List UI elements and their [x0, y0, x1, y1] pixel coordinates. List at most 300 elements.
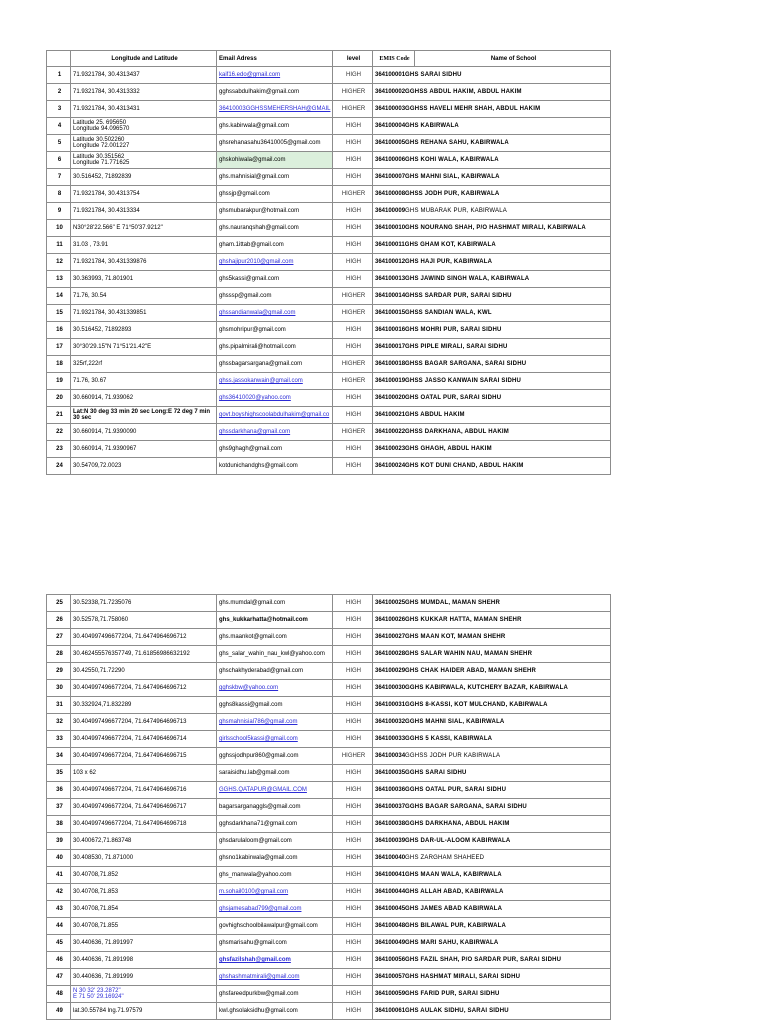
level-cell: HIGH	[333, 731, 373, 748]
emis-and-name-cell	[373, 697, 611, 714]
row-number: 29	[47, 663, 71, 680]
emis-code: 364100057	[375, 974, 406, 980]
school-name: GGHS 8-KASSI, KOT MULCHAND, KABIRWALA	[405, 702, 548, 708]
emis-and-name-cell	[373, 271, 611, 288]
email-cell: ghs.pipalmirali@hotmail.com	[217, 339, 333, 356]
emis-code: 364100013	[375, 276, 406, 282]
table-row	[47, 680, 611, 697]
email-cell[interactable]: ghsmahnisial786@gmail.com	[217, 714, 333, 731]
level-cell: HIGH	[333, 135, 373, 152]
email-cell: ghssbagarsargana@gmail.com	[217, 356, 333, 373]
coordinates-cell: Latitude 25. 695650 Longitude 94.096570	[71, 118, 217, 135]
row-number: 23	[47, 441, 71, 458]
email-cell: ghs_manwala@yahoo.com	[217, 867, 333, 884]
row-number: 37	[47, 799, 71, 816]
level-cell: HIGHER	[333, 288, 373, 305]
school-name: GHSS JASSO KANWAIN SARAI SIDHU	[405, 378, 522, 384]
table-row	[47, 407, 611, 424]
school-name: GHS HASHMAT MIRALI, SARAI SIDHU	[405, 974, 521, 980]
email-cell[interactable]: govt.boyshighscoolabdulhakim@gmail.co	[217, 407, 333, 424]
emis-and-name-cell	[373, 458, 611, 475]
level-cell: HIGH	[333, 646, 373, 663]
row-number: 32	[47, 714, 71, 731]
email-cell: ghskohiwala@gmail.com	[217, 152, 333, 169]
coordinates-cell: 71.9321784, 30.4313431	[71, 101, 217, 118]
table-row	[47, 1003, 611, 1020]
email-cell: kwl.ghsolaksidhu@gmail.com	[217, 1003, 333, 1020]
table-row	[47, 782, 611, 799]
coordinates-cell: 30.408530, 71.871000	[71, 850, 217, 867]
coordinates-cell: 30.516452, 71892839	[71, 169, 217, 186]
row-number: 34	[47, 748, 71, 765]
school-name: GGHS OATAL PUR, SARAI SIDHU	[405, 787, 507, 793]
level-cell: HIGH	[333, 901, 373, 918]
emis-code: 364100005	[375, 140, 406, 146]
row-number: 36	[47, 782, 71, 799]
email-cell: ghsssp@gmail.com	[217, 288, 333, 305]
emis-and-name-cell	[373, 952, 611, 969]
emis-code: 364100028	[375, 651, 406, 657]
school-name: GHS REHANA SAHU, KABIRWALA	[405, 140, 509, 146]
emis-and-name-cell	[373, 663, 611, 680]
coordinates-cell: 30.404997496677204, 71.6474964696714	[71, 731, 217, 748]
table-row	[47, 765, 611, 782]
table-row	[47, 646, 611, 663]
table-row	[47, 169, 611, 186]
coordinates-cell: Latitude 30.502260 Longitude 72.001227	[71, 135, 217, 152]
level-cell: HIGH	[333, 918, 373, 935]
coordinates-cell: 30.404997496677204, 71.6474964696713	[71, 714, 217, 731]
row-number: 2	[47, 84, 71, 101]
coordinates-cell: 30.660914, 71.939062	[71, 390, 217, 407]
table-row	[47, 595, 611, 612]
coordinates-cell: N 30 32' 23.2872" E 71 50' 29.16924"	[71, 986, 217, 1003]
email-cell: ghs.nauranqshah@gmail.com	[217, 220, 333, 237]
emis-code: 364100045	[375, 906, 406, 912]
email-cell[interactable]: m.sohail0100@gmail.com	[217, 884, 333, 901]
email-cell: bagarsarganaggls@gmail.com	[217, 799, 333, 816]
table-row	[47, 203, 611, 220]
level-cell: HIGHER	[333, 84, 373, 101]
table-row	[47, 816, 611, 833]
emis-and-name-cell	[373, 612, 611, 629]
level-cell: HIGH	[333, 152, 373, 169]
email-cell: govhighschoolbilawalpur@gmail.com	[217, 918, 333, 935]
row-number: 24	[47, 458, 71, 475]
table-row	[47, 305, 611, 322]
email-cell: gham.1ittab@gmail.com	[217, 237, 333, 254]
emis-and-name-cell	[373, 203, 611, 220]
row-number: 40	[47, 850, 71, 867]
emis-and-name-cell	[373, 850, 611, 867]
emis-code: 364100015	[375, 310, 406, 316]
emis-and-name-cell	[373, 646, 611, 663]
coordinates-cell: 30.516452, 71892893	[71, 322, 217, 339]
level-cell: HIGH	[333, 390, 373, 407]
row-number: 8	[47, 186, 71, 203]
row-number: 3	[47, 101, 71, 118]
school-name: GGHS DARKHANA, ABDUL HAKIM	[405, 821, 510, 827]
emis-and-name-cell	[373, 237, 611, 254]
coordinates-cell: 30.52338,71.7235076	[71, 595, 217, 612]
emis-code: 364100016	[375, 327, 406, 333]
level-cell: HIGHER	[333, 101, 373, 118]
row-number: 42	[47, 884, 71, 901]
header-level: level	[333, 51, 373, 67]
emis-and-name-cell	[373, 867, 611, 884]
coordinates-cell: 30.40708,71.854	[71, 901, 217, 918]
row-number: 30	[47, 680, 71, 697]
level-cell: HIGH	[333, 765, 373, 782]
table-row	[47, 356, 611, 373]
coordinates-cell: 325rf,222rf	[71, 356, 217, 373]
school-name: GHS MOHRI PUR, SARAI SIDHU	[405, 327, 502, 333]
email-cell: ghssjp@gmail.com	[217, 186, 333, 203]
emis-code: 364100048	[375, 923, 406, 929]
level-cell: HIGH	[333, 271, 373, 288]
level-cell: HIGH	[333, 237, 373, 254]
school-name: GHS JAWIND SINGH WALA, KABIRWALA	[405, 276, 530, 282]
email-cell[interactable]: ghsfazilshah@gmail.com	[217, 952, 333, 969]
table-row	[47, 748, 611, 765]
row-number: 39	[47, 833, 71, 850]
coordinates-cell: 30.404997496677204, 71.6474964696717	[71, 799, 217, 816]
table-row	[47, 237, 611, 254]
level-cell: HIGH	[333, 884, 373, 901]
coordinates-cell: 30.40708,71.853	[71, 884, 217, 901]
level-cell: HIGH	[333, 322, 373, 339]
school-name: GHS KOT DUNI CHAND, ABDUL HAKIM	[405, 463, 524, 469]
emis-and-name-cell	[373, 424, 611, 441]
school-name: GGHS BAGAR SARGANA, SARAI SIDHU	[405, 804, 527, 810]
row-number: 44	[47, 918, 71, 935]
coordinates-cell: 71.9321784, 30.431339851	[71, 305, 217, 322]
coordinates-cell: 71.9321784, 30.4313437	[71, 67, 217, 84]
school-name: GHS KUKKAR HATTA, MAMAN SHEHR	[405, 617, 522, 623]
level-cell: HIGHER	[333, 373, 373, 390]
table-row	[47, 833, 611, 850]
emis-and-name-cell	[373, 390, 611, 407]
email-cell[interactable]: ghssandianwala@gmail.com	[217, 305, 333, 322]
emis-and-name-cell	[373, 135, 611, 152]
email-cell[interactable]: 36410003GGHSSMEHERSHAH@GMAIL	[217, 101, 333, 118]
school-name: GHS JAMES ABAD KABIRWALA	[405, 906, 503, 912]
school-name: GHS SARAI SIDHU	[405, 72, 462, 78]
coordinates-cell: 30.42550,71.72290	[71, 663, 217, 680]
row-number: 35	[47, 765, 71, 782]
email-cell: ghs5kassi@gmail.com	[217, 271, 333, 288]
level-cell: HIGH	[333, 441, 373, 458]
emis-code: 364100025	[375, 600, 406, 606]
email-cell: kotdunichandghs@gmail.com	[217, 458, 333, 475]
school-name: GGHS KABIRWALA, KUTCHERY BAZAR, KABIRWALA	[405, 685, 569, 691]
table-row	[47, 918, 611, 935]
emis-and-name-cell	[373, 441, 611, 458]
emis-and-name-cell	[373, 407, 611, 424]
school-name: GHS DAR-UL-ALOOM KABIRWALA	[405, 838, 511, 844]
emis-and-name-cell	[373, 765, 611, 782]
emis-code: 364100039	[375, 838, 406, 844]
emis-code: 364100026	[375, 617, 406, 623]
level-cell: HIGH	[333, 663, 373, 680]
coordinates-cell: 30.404997496677204, 71.6474964696718	[71, 816, 217, 833]
table-row	[47, 663, 611, 680]
level-cell: HIGH	[333, 458, 373, 475]
email-cell[interactable]: gghskbw@yahoo.com	[217, 680, 333, 697]
email-cell: ghs.mumdal@gmail.com	[217, 595, 333, 612]
level-cell: HIGH	[333, 254, 373, 271]
school-name: GHS GHAGH, ABDUL HAKIM	[405, 446, 492, 452]
email-cell: ghsmohripur@gmail.com	[217, 322, 333, 339]
coordinates-cell: 71.9321784, 30.4313334	[71, 203, 217, 220]
row-number: 49	[47, 1003, 71, 1020]
email-cell: ghsno1kabirwala@gmail.com	[217, 850, 333, 867]
emis-code: 364100031	[375, 702, 406, 708]
school-name: GHS MUMDAL, MAMAN SHEHR	[405, 600, 500, 606]
row-number: 48	[47, 986, 71, 1003]
emis-code: 364100030	[375, 685, 406, 691]
level-cell: HIGHER	[333, 356, 373, 373]
row-number: 47	[47, 969, 71, 986]
email-cell[interactable]: ghsjamesabad799@gmail.com	[217, 901, 333, 918]
emis-code: 364100038	[375, 821, 406, 827]
emis-code: 364100018	[375, 361, 406, 367]
emis-and-name-cell	[373, 595, 611, 612]
emis-and-name-cell	[373, 84, 611, 101]
row-number: 21	[47, 407, 71, 424]
school-name: GHS MAAN WALA, KABIRWALA	[405, 872, 502, 878]
coordinates-cell: 30.363993, 71.801901	[71, 271, 217, 288]
email-cell: ghsdarulaloom@gmail.com	[217, 833, 333, 850]
school-table-part-2	[46, 594, 611, 1020]
level-cell: HIGH	[333, 220, 373, 237]
emis-and-name-cell	[373, 1003, 611, 1020]
emis-code: 364100040	[375, 855, 406, 861]
level-cell: HIGH	[333, 680, 373, 697]
row-number: 18	[47, 356, 71, 373]
email-cell[interactable]: ghshashmatmirali@gmail.com	[217, 969, 333, 986]
level-cell: HIGH	[333, 850, 373, 867]
header-row	[47, 51, 611, 67]
email-cell: gghssjodhpur860@gmail.com	[217, 748, 333, 765]
table-row	[47, 101, 611, 118]
emis-and-name-cell	[373, 288, 611, 305]
emis-and-name-cell	[373, 67, 611, 84]
level-cell: HIGH	[333, 782, 373, 799]
level-cell: HIGH	[333, 952, 373, 969]
level-cell: HIGH	[333, 1003, 373, 1020]
school-name: GHS KABIRWALA	[405, 123, 459, 129]
row-number: 4	[47, 118, 71, 135]
table-row	[47, 986, 611, 1003]
emis-code: 364100024	[375, 463, 406, 469]
coordinates-cell: 30.52578,71.758060	[71, 612, 217, 629]
table-row	[47, 254, 611, 271]
email-cell[interactable]: girlsschool5kassi@gmail.com	[217, 731, 333, 748]
email-cell: ghsmubarakpur@hotmail.com	[217, 203, 333, 220]
email-cell: ghs_salar_wahin_nau_kwl@yahoo.com	[217, 646, 333, 663]
email-cell: saraisidhu.lab@gmail.com	[217, 765, 333, 782]
row-number: 9	[47, 203, 71, 220]
row-number: 17	[47, 339, 71, 356]
coordinates-cell: 30.404997496677204, 71.6474964696716	[71, 782, 217, 799]
row-number: 11	[47, 237, 71, 254]
row-number: 22	[47, 424, 71, 441]
table-row	[47, 612, 611, 629]
level-cell: HIGHER	[333, 305, 373, 322]
email-cell[interactable]: ghs36410020@yahoo.com	[217, 390, 333, 407]
level-cell: HIGH	[333, 67, 373, 84]
email-cell: ghs.mahnisial@gmail.com	[217, 169, 333, 186]
level-cell: HIGH	[333, 203, 373, 220]
email-cell[interactable]: ghss.jassokanwain@gmail.com	[217, 373, 333, 390]
school-name: GHS MARI SAHU, KABIRWALA	[405, 940, 499, 946]
table-row	[47, 629, 611, 646]
level-cell: HIGH	[333, 339, 373, 356]
coordinates-cell: 30.404997496677204, 71.6474964696712	[71, 629, 217, 646]
school-name: GHS ZARGHAM SHAHEED	[405, 855, 485, 861]
emis-code: 364100029	[375, 668, 406, 674]
coordinates-cell: N30°28'22.566" E 71°50'37.9212"	[71, 220, 217, 237]
table-row	[47, 884, 611, 901]
emis-and-name-cell	[373, 918, 611, 935]
row-number: 19	[47, 373, 71, 390]
coordinates-cell: 71.76, 30.54	[71, 288, 217, 305]
emis-code: 364100023	[375, 446, 406, 452]
level-cell: HIGH	[333, 595, 373, 612]
coordinates-cell: 30.54709,72.0023	[71, 458, 217, 475]
school-name: GHSS JODH PUR, KABIRWALA	[405, 191, 500, 197]
school-name: GHSS SANDIAN WALA, KWL	[405, 310, 492, 316]
table-row	[47, 424, 611, 441]
table-row	[47, 84, 611, 101]
school-name: GHS BILAWAL PUR, KABIRWALA	[405, 923, 507, 929]
emis-code: 364100001	[375, 72, 406, 78]
email-cell: ghs.maankot@gmail.com	[217, 629, 333, 646]
school-name: GHSS BAGAR SARGANA, SARAI SIDHU	[405, 361, 527, 367]
school-table-part-1	[46, 50, 611, 475]
table-row	[47, 186, 611, 203]
row-number: 20	[47, 390, 71, 407]
emis-code: 364100061	[375, 1008, 406, 1014]
level-cell: HIGH	[333, 697, 373, 714]
emis-code: 364100004	[375, 123, 406, 129]
table-row	[47, 952, 611, 969]
table-row	[47, 271, 611, 288]
emis-code: 364100037	[375, 804, 406, 810]
email-cell[interactable]: kaif16.edo@gmail.com	[217, 67, 333, 84]
row-number: 25	[47, 595, 71, 612]
level-cell: HIGH	[333, 969, 373, 986]
table-row	[47, 135, 611, 152]
row-number: 26	[47, 612, 71, 629]
row-number: 33	[47, 731, 71, 748]
emis-code: 364100034	[375, 753, 406, 759]
email-cell: ghs9ghagh@gmail.com	[217, 441, 333, 458]
school-name: GHS NOURANG SHAH, P/O HASHMAT MIRALI, KABIRWALA	[405, 225, 586, 231]
school-name: GHS OATAL PUR, SARAI SIDHU	[405, 395, 502, 401]
coordinates-cell: 30.440636, 71.891998	[71, 952, 217, 969]
row-number: 6	[47, 152, 71, 169]
email-cell[interactable]: GGHS.QATAPUR@GMAIL.COM	[217, 782, 333, 799]
row-number: 45	[47, 935, 71, 952]
school-name: GHSS SARDAR PUR, SARAI SIDHU	[405, 293, 512, 299]
school-name: GGHSS ABDUL HAKIM, ABDUL HAKIM	[405, 89, 522, 95]
email-cell[interactable]: ghshajipur2010@gmail.com	[217, 254, 333, 271]
level-cell: HIGH	[333, 986, 373, 1003]
emis-code: 364100032	[375, 719, 406, 725]
school-name: GHS ALLAH ABAD, KABIRWALA	[405, 889, 504, 895]
level-cell: HIGH	[333, 714, 373, 731]
email-cell: gghssabdulhakim@gmail.com	[217, 84, 333, 101]
table-row	[47, 697, 611, 714]
emis-and-name-cell	[373, 935, 611, 952]
email-cell[interactable]: ghssdarkhana@gmail.com	[217, 424, 333, 441]
row-number: 28	[47, 646, 71, 663]
coordinates-cell: 71.9321784, 30.4313754	[71, 186, 217, 203]
emis-code: 364100002	[375, 89, 406, 95]
coordinates-cell: 71.9321784, 30.4313332	[71, 84, 217, 101]
school-name: GHSS DARKHANA, ABDUL HAKIM	[405, 429, 509, 435]
table-row	[47, 152, 611, 169]
table-row	[47, 288, 611, 305]
table-row	[47, 390, 611, 407]
header-longitude-latitude: Longitude and Latitude	[71, 51, 217, 67]
emis-and-name-cell	[373, 356, 611, 373]
row-number: 13	[47, 271, 71, 288]
emis-and-name-cell	[373, 373, 611, 390]
coordinates-cell: 31.03 , 73.91	[71, 237, 217, 254]
school-name: GGHSS JODH PUR KABIRWALA	[405, 753, 501, 759]
row-number: 1	[47, 67, 71, 84]
emis-and-name-cell	[373, 118, 611, 135]
table-row	[47, 373, 611, 390]
emis-code: 364100036	[375, 787, 406, 793]
coordinates-cell: 30.440636, 71.891997	[71, 935, 217, 952]
table-row	[47, 322, 611, 339]
emis-and-name-cell	[373, 799, 611, 816]
emis-and-name-cell	[373, 680, 611, 697]
level-cell: HIGH	[333, 407, 373, 424]
level-cell: HIGH	[333, 935, 373, 952]
table-row	[47, 714, 611, 731]
coordinates-cell: 30.660914, 71.9390967	[71, 441, 217, 458]
emis-and-name-cell	[373, 220, 611, 237]
emis-code: 364100014	[375, 293, 406, 299]
school-name: GHS GHAM KOT, KABIRWALA	[404, 242, 496, 248]
emis-code: 364100033	[375, 736, 406, 742]
header-email: Email Adress	[217, 51, 333, 67]
row-number: 31	[47, 697, 71, 714]
coordinates-cell: Lat:N 30 deg 33 min 20 sec Long:E 72 deg 7 min 30 sec	[71, 407, 217, 424]
level-cell: HIGH	[333, 816, 373, 833]
coordinates-cell: 103 x 62	[71, 765, 217, 782]
table-row	[47, 935, 611, 952]
row-number: 7	[47, 169, 71, 186]
emis-code: 364100035	[375, 770, 406, 776]
school-name: GHS SALAR WAHIN NAU, MAMAN SHEHR	[405, 651, 533, 657]
emis-and-name-cell	[373, 901, 611, 918]
school-name: GGHS MAHNI SIAL, KABIRWALA	[405, 719, 505, 725]
emis-and-name-cell	[373, 748, 611, 765]
school-name: GHS MAAN KOT, MAMAN SHEHR	[405, 634, 506, 640]
coordinates-cell: Latitude 30.351562 Longitude 71.771625	[71, 152, 217, 169]
emis-code: 364100044	[375, 889, 406, 895]
emis-code: 364100017	[375, 344, 406, 350]
emis-code: 364100041	[375, 872, 406, 878]
table-row	[47, 441, 611, 458]
level-cell: HIGH	[333, 118, 373, 135]
